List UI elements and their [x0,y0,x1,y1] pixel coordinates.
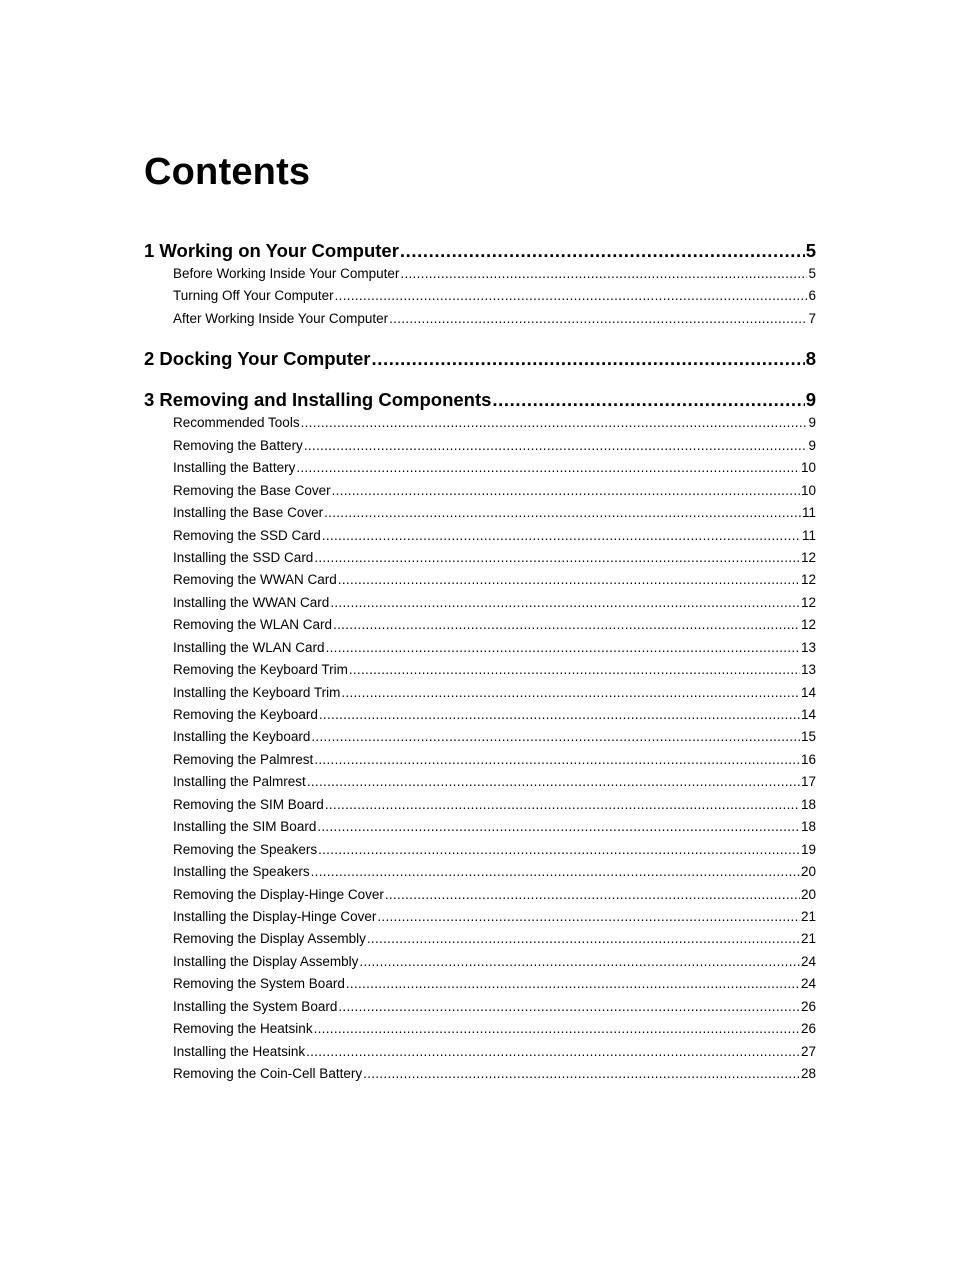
chapter-title: 3 Removing and Installing Components [144,389,492,411]
dot-leader [346,976,800,991]
entry-page-number: 11 [801,505,816,521]
dot-leader [318,842,800,857]
dot-leader [326,640,800,655]
toc-entry-link[interactable] [144,1044,816,1066]
dot-leader [314,752,800,767]
dot-leader [332,483,800,498]
dot-leader [400,240,805,262]
toc-entry-link[interactable] [144,640,816,662]
toc-entry-link[interactable] [144,415,816,437]
dot-leader [304,438,808,453]
dot-leader [367,931,800,946]
dot-leader [324,505,801,520]
entry-title: Installing the Display Assembly [173,953,359,969]
toc-chapter-link[interactable] [144,348,816,374]
toc-entry-link[interactable] [144,842,816,864]
chapter-title: 1 Working on Your Computer [144,240,399,261]
toc-entry-link[interactable] [144,752,816,774]
entry-title: Removing the Battery [173,437,303,453]
toc-entry-link[interactable] [144,774,816,796]
entry-title: Installing the Palmrest [173,774,306,790]
dot-leader [349,662,800,677]
entry-page-number: 6 [808,288,816,304]
entry-title: Removing the WLAN Card [173,617,333,633]
entry-title: Installing the System Board [173,998,338,1014]
toc-entry-list [144,266,816,333]
entry-title: Before Working Inside Your Computer [173,266,400,281]
entry-page-number: 10 [800,482,816,498]
entry-title: Removing the System Board [173,976,345,992]
entry-page-number: 15 [800,729,816,745]
toc-entry-list [144,415,816,1088]
entry-page-number: 13 [800,662,816,678]
dot-leader [333,617,800,632]
entry-page-number: 27 [800,1043,816,1059]
entry-page-number: 19 [800,841,816,857]
entry-title: After Working Inside Your Computer [173,310,389,326]
dot-leader [319,707,800,722]
entry-page-number: 18 [800,796,816,812]
entry-title: Removing the WWAN Card [173,572,337,588]
entry-title: Installing the SIM Board [173,819,317,835]
dot-leader [371,348,804,370]
dot-leader [338,999,800,1014]
entry-title: Removing the Keyboard [173,707,318,722]
table-of-contents [144,240,816,1088]
toc-entry-link[interactable] [144,864,816,886]
entry-page-number: 12 [800,549,816,565]
entry-page-number: 26 [800,1021,816,1037]
dot-leader [325,797,800,812]
dot-leader [400,266,807,281]
entry-page-number: 24 [800,976,816,992]
toc-entry-link[interactable] [144,595,816,617]
dot-leader [296,460,800,475]
dot-leader [301,415,808,430]
page-title: Contents [144,151,311,193]
dot-leader [385,887,800,902]
entry-page-number: 5 [808,266,816,281]
dot-leader [307,774,800,789]
toc-entry-link[interactable] [144,909,816,931]
toc-entry-link[interactable] [144,729,816,751]
entry-page-number: 24 [800,953,816,969]
entry-title: Installing the Speakers [173,864,310,880]
toc-entry-link[interactable] [144,1021,816,1043]
entry-title: Installing the SSD Card [173,549,314,565]
dot-leader [322,528,801,543]
entry-title: Installing the WLAN Card [173,639,325,655]
chapter-title: 2 Docking Your Computer [144,348,371,370]
toc-entry-link[interactable] [144,505,816,527]
dot-leader [317,819,800,834]
entry-title: Installing the Keyboard [173,729,311,745]
entry-page-number: 26 [800,998,816,1014]
dot-leader [363,1066,800,1081]
dot-leader [314,1021,800,1036]
entry-page-number: 18 [800,819,816,835]
toc-entry-link[interactable] [144,999,816,1021]
dot-leader [492,389,804,411]
entry-page-number: 14 [800,684,816,700]
toc-entry-link[interactable] [144,954,816,976]
toc-entry-link[interactable] [144,288,816,310]
chapter-page-number: 9 [805,389,816,411]
entry-title: Removing the SSD Card [173,527,321,543]
toc-entry-link[interactable] [144,976,816,998]
entry-page-number: 14 [800,707,816,722]
dot-leader [311,864,800,879]
entry-page-number: 20 [800,886,816,902]
entry-page-number: 12 [800,594,816,610]
toc-entry-link[interactable] [144,550,816,572]
entry-title: Turning Off Your Computer [173,288,334,304]
toc-entry-link[interactable] [144,887,816,909]
entry-page-number: 21 [800,908,816,924]
entry-page-number: 20 [800,864,816,880]
dot-leader [311,729,800,744]
toc-chapter-link[interactable] [144,240,816,266]
entry-page-number: 13 [800,639,816,655]
entry-title: Installing the Keyboard Trim [173,684,341,700]
toc-entry-link[interactable] [144,1066,816,1088]
entry-page-number: 28 [800,1066,816,1081]
chapter-page-number: 5 [805,240,816,261]
toc-entry-link[interactable] [144,483,816,505]
entry-title: Removing the SIM Board [173,796,324,812]
dot-leader [330,595,800,610]
toc-entry-link[interactable] [144,528,816,550]
entry-page-number: 10 [800,460,816,476]
toc-entry-link[interactable] [144,662,816,684]
entry-title: Installing the WWAN Card [173,594,330,610]
dot-leader [359,954,800,969]
dot-leader [314,550,800,565]
toc-entry-link[interactable] [144,460,816,482]
toc-entry-link[interactable] [144,617,816,639]
entry-title: Recommended Tools [173,415,300,431]
toc-entry-link[interactable] [144,266,816,288]
entry-page-number: 16 [800,751,816,767]
entry-title: Removing the Speakers [173,841,318,857]
entry-page-number: 9 [808,415,816,431]
entry-title: Removing the Display Assembly [173,931,366,947]
dot-leader [341,685,800,700]
toc-entry-link[interactable] [144,572,816,594]
entry-title: Removing the Keyboard Trim [173,662,348,678]
toc-entry-link[interactable] [144,311,816,333]
toc-entry-link[interactable] [144,797,816,819]
entry-title: Installing the Base Cover [173,505,324,521]
entry-title: Removing the Coin-Cell Battery [173,1066,363,1081]
dot-leader [389,311,807,326]
entry-title: Installing the Battery [173,460,296,476]
toc-entry-link[interactable] [144,819,816,841]
entry-page-number: 7 [808,310,816,326]
toc-entry-link[interactable] [144,707,816,729]
entry-page-number: 17 [800,774,816,790]
entry-title: Removing the Base Cover [173,482,331,498]
toc-chapter-link[interactable] [144,389,816,415]
entry-title: Installing the Heatsink [173,1043,306,1059]
toc-entry-link[interactable] [144,438,816,460]
dot-leader [338,572,800,587]
entry-page-number: 21 [800,931,816,947]
entry-page-number: 12 [800,572,816,588]
entry-title: Installing the Display-Hinge Cover [173,908,377,924]
dot-leader [377,909,800,924]
entry-page-number: 12 [800,617,816,633]
chapter-page-number: 8 [805,348,816,370]
entry-page-number: 11 [801,527,816,543]
dot-leader [306,1044,800,1059]
toc-entry-link[interactable] [144,685,816,707]
entry-title: Removing the Display-Hinge Cover [173,886,384,902]
entry-title: Removing the Heatsink [173,1021,313,1037]
dot-leader [335,288,808,303]
entry-title: Removing the Palmrest [173,751,314,767]
toc-entry-link[interactable] [144,931,816,953]
entry-page-number: 9 [808,437,816,453]
